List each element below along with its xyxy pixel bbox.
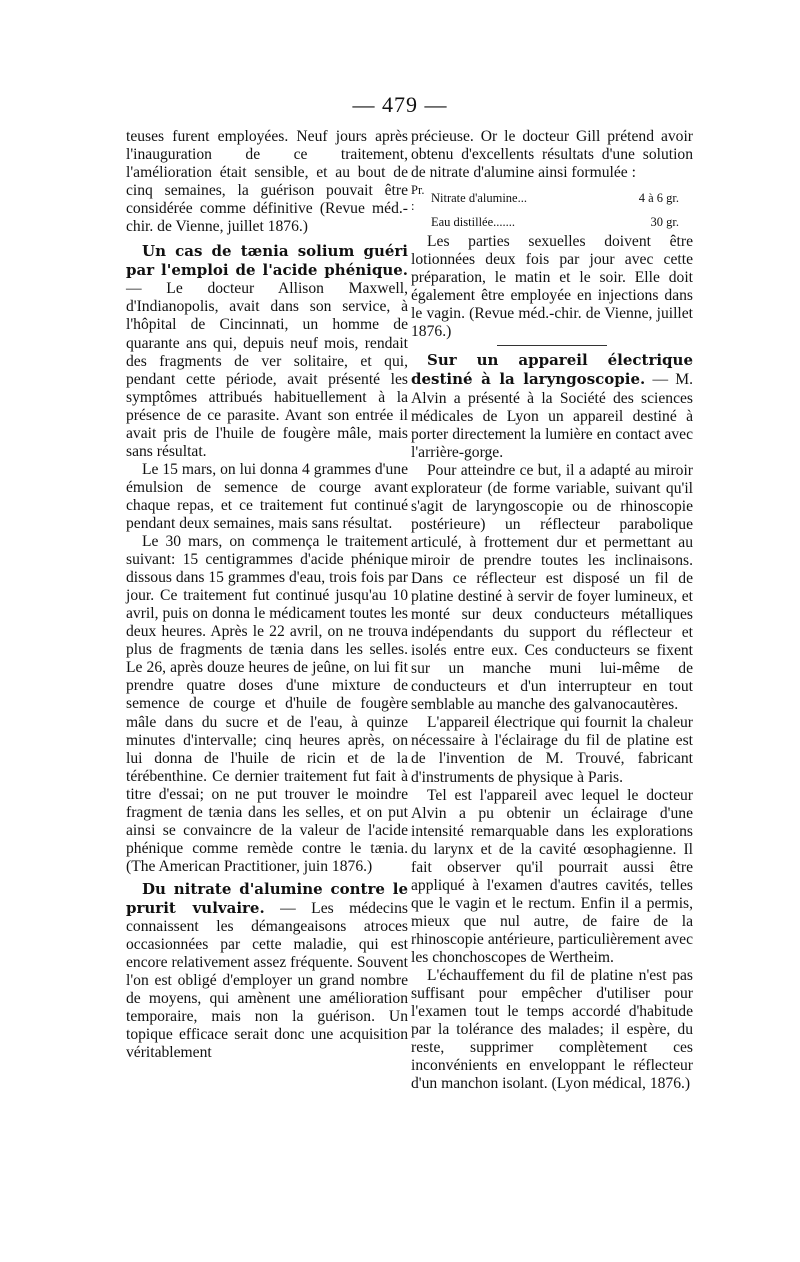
formula-amount: 4 à 6 gr. — [638, 191, 679, 206]
paragraph: précieuse. Or le docteur Gill prétend avoir obtenu d'excellents résultats d'une solution de nitrate d'alumine ainsi formulée : — [411, 128, 693, 182]
paragraph: Les parties sexuelles doivent être lotionnées deux fois par jour avec cette préparation, le matin et le soir. Elle doit également être employée en injections dans le vagin. (Revue méd.-chir. de Vienne, juillet 1876.) — [411, 233, 693, 341]
article-text: — Les médecins connaissent les démangeaisons atroces occasionnées par cette maladie, qui est encore relativement assez fréquente. Souvent l'on est obligé d'employer un grand nombre de moyens, qui amènent une amélioration temporaire, mais non la guérison. Un topique efficace serait donc une acquisition véritablement — [126, 899, 408, 1062]
paragraph: L'appareil électrique qui fournit la chaleur nécessaire à l'éclairage du fil de platine est de l'invention de M. Trouvé, fabricant d'instruments de physique à Paris. — [411, 714, 693, 786]
article-text: — Le docteur Allison Maxwell, d'Indianopolis, avait dans son service, à l'hôpital de Cincinnati, un homme de quarante ans qui, depuis neuf mois, rendait des fragments de ver solitaire, et qui, pendant cette période, avait présenté les symptômes attribués habituellement à la présence de ce parasite. Avant son entrée il avait pris de l'huile de fougère mâle, mais sans résultat. — [126, 280, 408, 460]
page-number: — 479 — — [352, 92, 448, 117]
formula-table — [411, 182, 693, 230]
article-text: — M. Alvin a présenté à la Société des sciences médicales de Lyon un appareil destiné à porter directement la lumière en contact avec l'arrière-gorge. — [411, 371, 693, 461]
article-paragraph — [126, 242, 408, 461]
formula-ingredient: Nitrate d'alumine... — [431, 191, 527, 206]
article-title: Sur un appareil électrique destiné à la laryngoscopie. — [411, 351, 693, 389]
paragraph: Le 30 mars, on commença le traitement suivant: 15 centigrammes d'acide phénique dissous dans 15 grammes d'eau, trois fois par jour. Ce traitement fut continué jusqu'au 10 avril, puis on donna le médicament toutes les deux heures. Après le 22 avril, on ne trouva plus de fragments de tænia dans les selles. Le 26, après douze heures de jeûne, on lui fit prendre quatre doses d'une mixture de semence de courge et d'huile de fougère mâle dans du sucre et de l'eau, à quinze minutes d'intervalle; cinq heures après, on lui donna de l'huile de ricin et de la térébenthine. Ce dernier traitement fut fait à titre d'essai; on ne put trouver le moindre fragment de tænia dans les selles, et on put ainsi se convaincre de la valeur de l'acide phénique comme remède contre le tænia. (The American Practitioner, juin 1876.) — [126, 533, 408, 875]
article-paragraph — [411, 351, 693, 461]
formula-prefix: Pr. : — [411, 183, 425, 214]
left-column — [126, 128, 408, 1062]
article-paragraph — [126, 880, 408, 1062]
paragraph: Tel est l'appareil avec lequel le docteur Alvin a pu obtenir un éclairage d'une intensité remarquable dans les explorations du larynx et de la cavité œsophagienne. Il fait observer qu'il pourrait aussi être appliqué à l'examen d'autres cavités, telles que le vagin et le rectum. Enfin il a permis, mieux que nul autre, de faire de la rhinoscopie antérieure, particulièrement avec les chonchoscopes de Wertheim. — [411, 786, 693, 966]
right-column — [411, 128, 693, 1093]
article-title: Du nitrate d'alumine contre le prurit vulvaire. — [126, 879, 408, 917]
formula-prefix-blank — [411, 214, 431, 230]
paragraph: Le 15 mars, on lui donna 4 grammes d'une émulsion de semence de courge avant chaque repas, et ce traitement fut continué pendant deux semaines, mais sans résultat. — [126, 460, 408, 532]
separator-rule — [497, 345, 607, 346]
article-title: Un cas de tænia solium guéri par l'emploi de l'acide phénique. — [126, 242, 408, 280]
paragraph: Pour atteindre ce but, il a adapté au miroir explorateur (de forme variable, suivant qu'il s'agit de laryngoscopie ou de rhinoscopie postérieure) un réflecteur parabolique articulé, à frottement dur et permettant au miroir de prendre toutes les inclinaisons. Dans ce réflecteur est disposé un fil de platine destiné à servir de foyer lumineux, et monté sur deux conducteurs métalliques indépendants du support du réflecteur et isolés entre eux. Ces conducteurs se fixent sur un manche muni lui-même de conducteurs et d'un interrupteur en tout semblable au manche des galvanocautères. — [411, 461, 693, 714]
paragraph: teuses furent employées. Neuf jours après l'inauguration de ce traitement, l'amélioration était sensible, et au bout de cinq semaines, la guérison pouvait être considérée comme définitive (Revue méd.-chir. de Vienne, juillet 1876.) — [126, 128, 408, 236]
formula-ingredient: Eau distillée....... — [431, 215, 516, 230]
formula-amount: 30 gr. — [650, 215, 679, 230]
paragraph: L'échauffement du fil de platine n'est pas suffisant pour empêcher d'utiliser pour l'examen tout le temps accordé d'habitude par la tolérance des malades; il espère, du reste, supprimer complètement ces inconvénients en enveloppant le réflecteur d'un manchon isolant. (Lyon médical, 1876.) — [411, 967, 693, 1093]
formula-row — [411, 214, 693, 230]
formula-row — [411, 182, 693, 214]
